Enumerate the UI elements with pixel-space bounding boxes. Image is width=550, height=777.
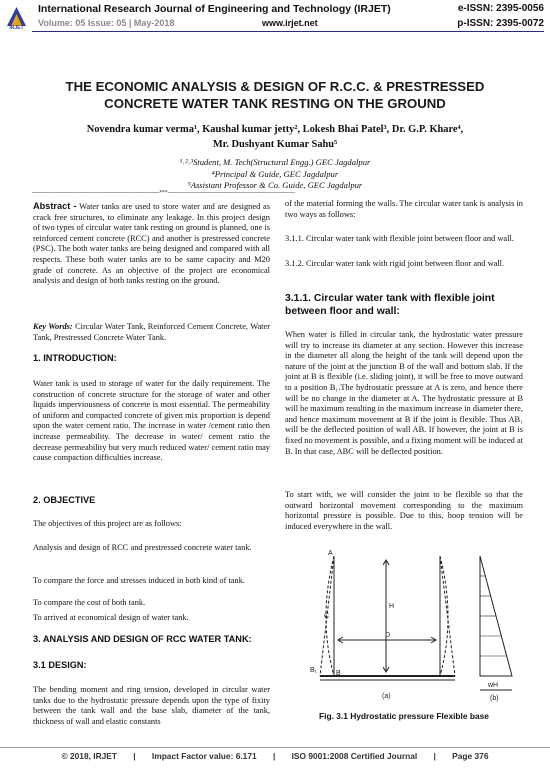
objective-item-2: To compare the force and stresses induced in both kind of tank. — [33, 576, 245, 585]
intro-text: Water tank is used to storage of water for the daily requirement. The construction of concrete structure for the storage of water and other liquids imperviousness of concrete is most essential. The permeability of uniform and compacted concrete of given mix proportion is depend upon the water cement ratio. The increase in water /cement ratio then increase permeability. The decrease in water/ cement ratio the decrease permeability but very much reduced water/ cement ratio may cause compaction difficulties increase. — [33, 379, 270, 463]
label-a: A — [328, 550, 333, 557]
label-b: B — [336, 670, 341, 677]
affiliation-3: ⁵Assistant Professor & Co. Guide, GEC Jagdalpur — [187, 180, 363, 190]
header-rule — [32, 31, 544, 32]
authors-line-1: Novendra kumar verma¹, Kaushal kumar jetty², Lokesh Bhai Patel³, Dr. G.P. Khare⁴, — [86, 124, 464, 135]
separator-line: ---------------------------------------------------------------------------***--------------------------------------------------------------------------- — [32, 190, 295, 196]
objective-item-4: To arrived at economical design of water tank. — [33, 613, 189, 622]
authors-line-2: Mr. Dushyant Kumar Sahu⁵ — [212, 139, 338, 150]
affiliations — [40, 157, 510, 192]
title-line-2: CONCRETE WATER TANK RESTING ON THE GROUND — [104, 96, 446, 111]
pissn: p-ISSN: 2395-0072 — [457, 18, 544, 29]
label-c: C — [324, 613, 330, 620]
heading-3-1-1: 3.1.1. Circular water tank with flexible joint between floor and wall: — [285, 293, 495, 317]
section-3-1-text: The bending moment and ring tension, developed in circular water tanks due to the hydrostatic pressure depends upon the type of fixity between the tank wall and the base slab, diameter of the tank, thickness of wall and elastic constants — [33, 685, 270, 726]
intro-heading: 1. INTRODUCTION: — [33, 353, 117, 363]
hydrostatic-pressure-figure — [290, 548, 520, 708]
section-3-1-heading: 3.1 DESIGN: — [33, 660, 87, 670]
objective-intro: The objectives of this project are as follows: — [33, 519, 182, 528]
authors — [40, 122, 510, 152]
objective-heading: 2. OBJECTIVE — [33, 495, 96, 505]
objective-item-1: Analysis and design of RCC and prestressed concrete water tank. — [33, 543, 252, 552]
figure-caption: Fig. 3.1 Hydrostatic pressure Flexible base — [319, 711, 489, 721]
abstract — [33, 201, 270, 287]
paper-title — [30, 78, 520, 112]
eissn: e-ISSN: 2395-0056 — [457, 3, 544, 14]
keywords-label: Key Words: — [33, 322, 73, 331]
label-h: H — [389, 603, 395, 610]
journal-website[interactable]: www.irjet.net — [262, 18, 318, 28]
item-3-1-1: 3.1.1. Circular water tank with flexible joint between floor and wall. — [285, 234, 514, 243]
item-3-1-2: 3.1.2. Circular water tank with rigid joint between floor and wall. — [285, 259, 505, 268]
abstract-text: Water tanks are used to store water and are designed as crack free structures, to eliminate any leakage. In this project design of two types of circular water tank resting on ground is planned, one is reinforced cement concrete (RCC) and another is prestressed concrete (PSC). The both water tanks are being designed and compared with all respects. These both water tanks are to be same capacity and M20 grade of concrete. As an objective of the project are economical analysis and design of both tanks resting on the ground. — [33, 202, 270, 286]
label-b1: B₁ — [310, 667, 318, 674]
title-line-1: THE ECONOMIC ANALYSIS & DESIGN OF R.C.C. & PRESTRESSED — [65, 79, 485, 94]
affiliation-2: ⁴Principal & Guide, GEC Jagdalpur — [211, 168, 339, 179]
irjet-logo — [4, 4, 29, 30]
right-para-1: of the material forming the walls. The circular water tank is analysis in two ways as follows: — [285, 199, 523, 219]
footer-rule — [0, 747, 550, 748]
affiliation-1: ¹˒²˒³Student, M. Tech(Structural Engg.) GEC Jagdalpur — [179, 157, 371, 167]
page-footer: © 2018, IRJET | Impact Factor value: 6.171 | ISO 9001:2008 Certified Journal | Page 376 — [61, 751, 489, 761]
logo-text: IRJET — [9, 25, 24, 30]
keywords-text: Circular Water Tank, Reinforced Cement Concrete, Water Tank, Prestressed Concrete Water Tank. — [33, 322, 270, 342]
objective-item-3: To compare the cost of both tank. — [33, 598, 146, 607]
section-3-heading: 3. ANALYSIS AND DESIGN OF RCC WATER TANK: — [33, 634, 252, 644]
volume-issue: Volume: 05 Issue: 05 | May-2018 — [38, 18, 175, 28]
keywords — [33, 322, 270, 343]
label-fig-a: (a) — [382, 693, 391, 700]
label-wh: wH — [488, 682, 499, 689]
abstract-label: Abstract - — [33, 201, 77, 211]
label-fig-b: (b) — [490, 695, 499, 702]
right-para-3: To start with, we will consider the joint to be flexible so that the outward horizontal movement corresponding to the maximum horizontal pressure is possible. Due to this, hoop tension will be induced everywhere in the wall. — [285, 490, 523, 531]
label-d: D — [385, 632, 391, 639]
journal-name: International Research Journal of Engineering and Technology (IRJET) — [38, 3, 391, 15]
right-para-2: When water is filled in circular tank, the hydrostatic water pressure will try to increase its diameter at any section. However this increase in the diameter all along the height of the tank will depend upon the nature of the joint at the junction B of the wall and bottom slab. If the joint at B is flexible (i.e. sliding joint), it will be free to move outward to a position B₁.The hydrostatic pressure at A is zero, and hence there will be no change in the diameter at A. The hydrostatic pressure at B will be maximum resulting in the maximum increase in diameter there, and hence maximum movement at B if the joint is flexible. Thus AB₁ will be the deflected position of wall AB. If however, the joint at B is fixed no movement is possible, and a fixing moment will be induced at B. In that case, ABC will be deflected position. — [285, 330, 523, 456]
